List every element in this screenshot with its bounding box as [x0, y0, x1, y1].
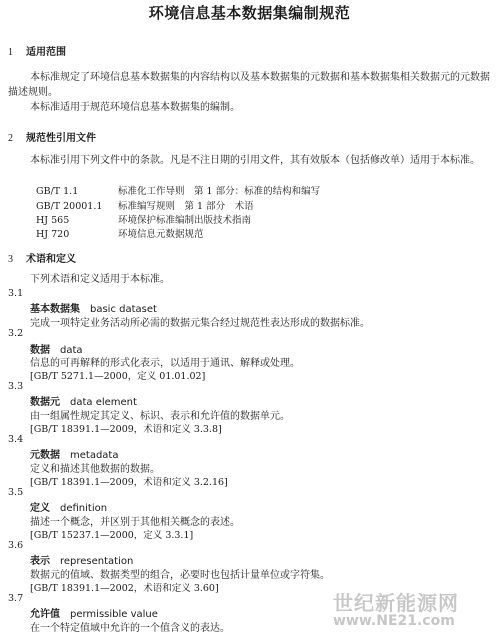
term-name — [30, 605, 158, 620]
watermark-text: 世纪新能源网 — [333, 591, 459, 615]
term-name — [30, 552, 133, 567]
term-definition: 信息的可再解释的形式化表示，以适用于通讯、解释或处理。 — [30, 358, 300, 369]
section-number: 2 — [8, 133, 13, 144]
section-1-heading — [8, 43, 66, 58]
section-3-intro: 下列术语和定义适用于本标准。 — [30, 274, 170, 285]
term-definition: 描述一个概念，并区别于其他相关概念的表述。 — [30, 517, 240, 528]
reference-code: HJ 565 — [36, 215, 70, 226]
term-number: 3.6 — [8, 540, 24, 551]
term-number: 3.1 — [8, 288, 24, 299]
term-definition: 数据元的值域、数据类型的组合，必要时也包括计量单位或字符集。 — [30, 570, 330, 581]
section-1-paragraph-1: 本标准规定了环境信息基本数据集的内容结构以及基本数据集的元数据和基本数据集相关数据元的元数据描述规则。 — [8, 72, 490, 98]
term-number: 3.5 — [8, 487, 24, 498]
reference-title: 环境保护标准编制出版技术指南 — [118, 215, 252, 226]
term-definition: 由一组属性规定其定义、标识、表示和允许值的数据单元。 — [30, 411, 290, 422]
section-2-heading — [8, 129, 96, 144]
term-name-cn: 数据元 — [30, 397, 60, 408]
section-2-paragraph-1: 本标准引用下列文件中的条款。凡是不注日期的引用文件，其有效版本（包括修改单）适用于本标准。 — [30, 155, 480, 166]
term-source: [GB/T 18391.1—2009，术语和定义 3.3.8] — [30, 424, 222, 435]
term-name-cn: 允许值 — [30, 609, 60, 620]
term-name — [30, 446, 118, 461]
reference-code: GB/T 20001.1 — [36, 201, 103, 212]
reference-item — [36, 212, 251, 226]
reference-item — [36, 198, 254, 212]
term-name — [30, 393, 137, 408]
term-source: [GB/T 18391.1—2002，术语和定义 3.60] — [30, 583, 219, 594]
term-name-en: representation — [60, 556, 134, 567]
term-name-cn: 定义 — [30, 503, 50, 514]
term-name-en: data element — [70, 397, 137, 408]
reference-code: GB/T 1.1 — [36, 186, 79, 197]
term-name-cn: 元数据 — [30, 450, 60, 461]
term-number: 3.4 — [8, 434, 24, 445]
reference-title: 环境信息元数据规范 — [118, 229, 204, 240]
term-name-cn: 数据 — [30, 345, 50, 356]
reference-item — [36, 226, 204, 240]
watermark — [333, 592, 493, 632]
section-1-paragraph-2: 本标准适用于规范环境信息基本数据集的编制。 — [30, 102, 240, 113]
term-source: [GB/T 5271.1—2000，定义 01.01.02] — [30, 371, 206, 382]
term-number: 3.7 — [8, 593, 24, 604]
reference-title: 标准化工作导则 第 1 部分：标准的结构和编写 — [118, 186, 321, 197]
section-title: 术语和定义 — [26, 254, 76, 265]
term-source: [GB/T 18391.1—2009，术语和定义 3.2.16] — [30, 477, 228, 488]
term-name — [30, 499, 107, 514]
term-name-cn: 表示 — [30, 556, 50, 567]
term-definition: 完成一项特定业务活动所必需的数据元集合经过规范性表达形成的数据标准。 — [30, 318, 370, 329]
term-name-en: metadata — [70, 450, 119, 461]
term-number: 3.3 — [8, 381, 24, 392]
term-source: [GB/T 15237.1—2000，定义 3.3.1] — [30, 530, 194, 541]
term-name-cn: 基本数据集 — [30, 304, 80, 315]
section-number: 3 — [8, 254, 13, 265]
section-number: 1 — [8, 47, 13, 58]
section-title: 适用范围 — [26, 47, 66, 58]
page-title: 环境信息基本数据集编制规范 — [148, 4, 351, 22]
term-number: 3.2 — [8, 328, 24, 339]
term-name — [30, 300, 157, 315]
reference-title: 标准编写规则 第 1 部分 术语 — [118, 201, 254, 212]
term-name-en: permissible value — [70, 609, 158, 620]
term-name-en: data — [60, 345, 83, 356]
term-definition: 在一个特定值域中允许的一个值含义的表达。 — [30, 623, 230, 634]
section-3-heading — [8, 250, 76, 265]
term-definition: 定义和描述其他数据的数据。 — [30, 464, 160, 475]
term-name-en: definition — [60, 503, 108, 514]
term-name-en: basic dataset — [90, 304, 157, 315]
reference-code: HJ 720 — [36, 229, 70, 240]
section-title: 规范性引用文件 — [26, 133, 96, 144]
watermark-url: www.NE21.com — [333, 613, 455, 629]
reference-item — [36, 183, 320, 197]
